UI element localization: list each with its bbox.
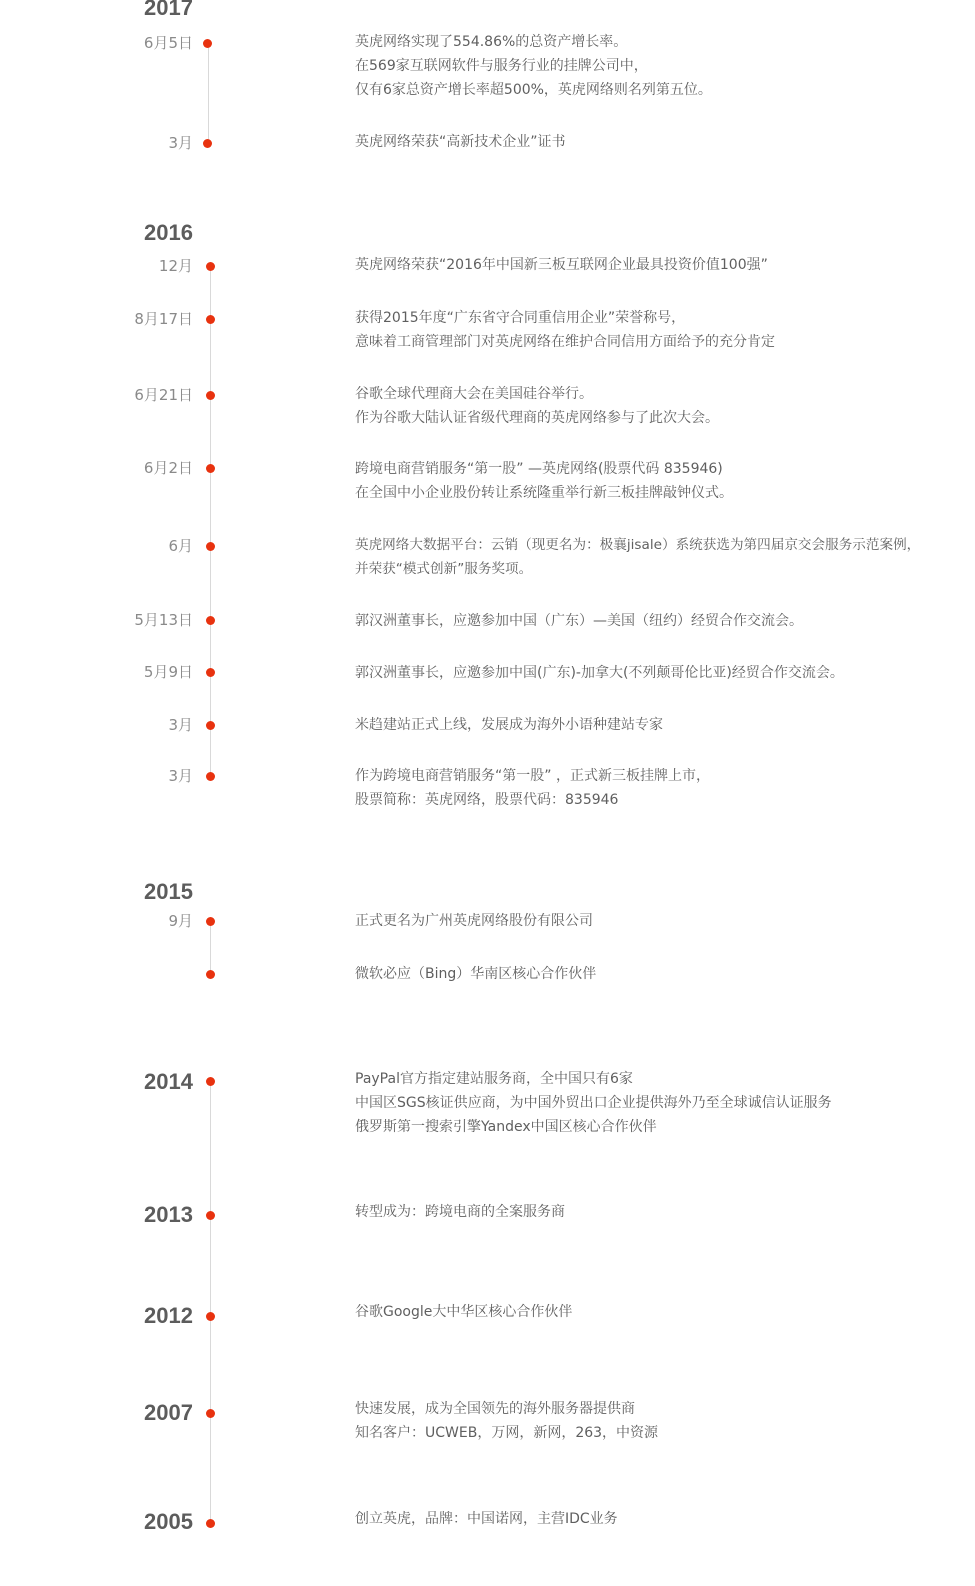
event-date: 3月 <box>168 767 193 785</box>
event-line: 微软必应（Bing）华南区核心合作伙伴 <box>355 966 597 982</box>
timeline-dot <box>206 391 215 400</box>
event-line: 获得2015年度“广东省守合同重信用企业”荣誉称号， <box>355 310 686 326</box>
event-description <box>355 962 975 986</box>
event-description <box>355 764 975 812</box>
timeline-line-history <box>210 1081 211 1523</box>
timeline-dot <box>206 970 215 979</box>
event-description <box>355 130 975 154</box>
event-line: 英虎网络荣获“2016年中国新三板互联网企业最具投资价值100强” <box>355 257 768 273</box>
event-line: 转型成为：跨境电商的全案服务商 <box>355 1204 565 1220</box>
event-description <box>355 533 975 581</box>
timeline-line-2016 <box>210 266 211 776</box>
event-line: 米趋建站正式上线，发展成为海外小语种建站专家 <box>355 717 663 733</box>
event-line: 谷歌全球代理商大会在美国硅谷举行。 <box>355 386 593 402</box>
event-description <box>355 30 975 102</box>
event-line: 郭汉洲董事长，应邀参加中国（广东）—美国（纽约）经贸合作交流会。 <box>355 613 803 629</box>
timeline-dot <box>206 315 215 324</box>
timeline-dot <box>206 262 215 271</box>
event-date: 9月 <box>168 912 193 930</box>
event-line: 郭汉洲董事长，应邀参加中国(广东)-加拿大(不列颠哥伦比亚)经贸合作交流会。 <box>355 665 844 681</box>
timeline-line-2017 <box>208 44 209 144</box>
timeline-dot <box>206 1211 215 1220</box>
event-description <box>355 457 975 505</box>
event-line: 中国区SGS核证供应商，为中国外贸出口企业提供海外乃至全球诚信认证服务 <box>355 1095 832 1111</box>
event-date: 6月5日 <box>143 34 193 52</box>
event-description <box>355 253 975 277</box>
event-description <box>355 1300 975 1324</box>
event-date: 6月2日 <box>143 459 193 477</box>
event-line: 快速发展，成为全国领先的海外服务器提供商 <box>355 1401 635 1417</box>
event-description <box>355 382 975 430</box>
event-date: 5月9日 <box>143 663 193 681</box>
timeline-dot <box>206 1409 215 1418</box>
event-description <box>355 661 975 685</box>
timeline-dot <box>206 1077 215 1086</box>
event-line: 英虎网络实现了554.86%的总资产增长率。 <box>355 34 628 50</box>
event-description <box>355 1067 975 1139</box>
event-date: 12月 <box>158 257 193 275</box>
year-heading-2007: 2007 <box>144 1400 193 1425</box>
year-heading-2015: 2015 <box>144 879 193 904</box>
event-line: 正式更名为广州英虎网络股份有限公司 <box>355 913 593 929</box>
year-heading-2017: 2017 <box>144 0 193 20</box>
timeline-dot <box>206 1519 215 1528</box>
event-line: 俄罗斯第一搜索引擎Yandex中国区核心合作伙伴 <box>355 1119 657 1135</box>
event-line: 并荣获“模式创新”服务奖项。 <box>355 561 533 577</box>
event-date: 8月17日 <box>134 310 193 328</box>
timeline-dot <box>206 1312 215 1321</box>
event-line: 跨境电商营销服务“第一股” —英虎网络(股票代码 835946) <box>355 461 723 477</box>
event-line: 在全国中小企业股份转让系统隆重举行新三板挂牌敲钟仪式。 <box>355 485 733 501</box>
timeline-dot <box>206 542 215 551</box>
timeline-dot <box>206 464 215 473</box>
timeline-dot <box>203 139 212 148</box>
event-description <box>355 909 975 933</box>
event-line: 作为谷歌大陆认证省级代理商的英虎网络参与了此次大会。 <box>355 410 719 426</box>
event-description <box>355 306 975 354</box>
event-line: 知名客户：UCWEB，万网，新网，263，中资源 <box>355 1425 659 1441</box>
event-description <box>355 1507 975 1531</box>
event-date: 6月 <box>168 537 193 555</box>
timeline-dot <box>206 721 215 730</box>
event-date: 5月13日 <box>134 611 193 629</box>
event-date: 6月21日 <box>134 386 193 404</box>
event-line: 意味着工商管理部门对英虎网络在维护合同信用方面给予的充分肯定 <box>355 334 775 350</box>
year-heading-2013: 2013 <box>144 1202 193 1227</box>
event-line: 创立英虎，品牌：中国诺网，主营IDC业务 <box>355 1511 618 1527</box>
event-line: 英虎网络荣获“高新技术企业”证书 <box>355 134 566 150</box>
event-description <box>355 1397 975 1445</box>
event-description <box>355 609 975 633</box>
year-heading-2014: 2014 <box>144 1069 193 1094</box>
event-line: 股票简称：英虎网络，股票代码：835946 <box>355 792 619 808</box>
timeline-dot <box>206 772 215 781</box>
year-heading-2016: 2016 <box>144 220 193 245</box>
timeline-dot <box>206 668 215 677</box>
event-line: PayPal官方指定建站服务商，全中国只有6家 <box>355 1071 633 1087</box>
event-line: 作为跨境电商营销服务“第一股” ，正式新三板挂牌上市， <box>355 768 710 784</box>
event-line: 谷歌Google大中华区核心合作伙伴 <box>355 1304 573 1320</box>
year-heading-2012: 2012 <box>144 1303 193 1328</box>
event-line: 在569家互联网软件与服务行业的挂牌公司中， <box>355 58 648 74</box>
timeline-line-2015 <box>210 921 211 974</box>
event-description <box>355 713 975 737</box>
event-line: 仅有6家总资产增长率超500%，英虎网络则名列第五位。 <box>355 82 712 98</box>
event-line: 英虎网络大数据平台：云销（现更名为：极襄jisale）系统获选为第四届京交会服务示范案例， <box>355 537 921 553</box>
event-description <box>355 1200 975 1224</box>
event-date: 3月 <box>168 716 193 734</box>
timeline-dot <box>206 616 215 625</box>
event-date: 3月 <box>168 134 193 152</box>
timeline-dot <box>203 39 212 48</box>
timeline-dot <box>206 917 215 926</box>
year-heading-2005: 2005 <box>144 1509 193 1534</box>
